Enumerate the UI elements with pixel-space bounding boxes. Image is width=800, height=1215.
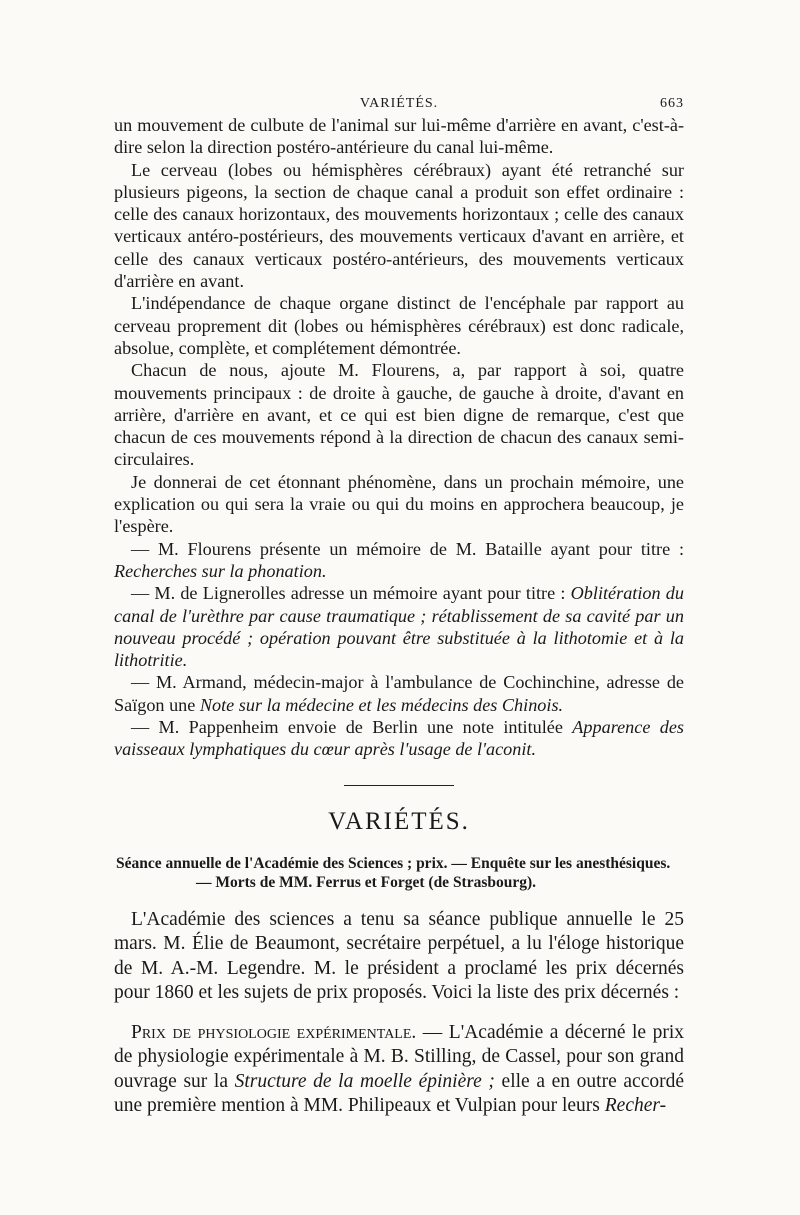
section-divider [344, 785, 454, 786]
communication-item [114, 716, 684, 761]
section-intro: L'Académie des sciences a tenu sa séance publique annuelle le 25 mars. M. Élie de Beaumont, secrétaire perpétuel, a lu l'éloge historique de M. A.-M. Legendre. M. le président a proclamé les prix décernés pour 1860 et les sujets de prix proposés. Voici la liste des prix décernés : [114, 908, 684, 1004]
item-lead: — M. Pappenheim envoie de Berlin une note intitulée [131, 717, 563, 738]
prize-work-title: Structure de la moelle épinière ; [234, 1070, 495, 1092]
item-lead: — M. de Lignerolles adresse un mémoire ayant pour titre : [131, 583, 566, 604]
paragraph: Je donnerai de cet étonnant phénomène, dans un prochain mémoire, une explication ou qui sera la vraie ou qui du moins en approchera beaucoup, je l'espère. [114, 471, 684, 537]
prize-paragraph [114, 1021, 684, 1119]
communication-item [114, 582, 684, 671]
journal-page [114, 92, 684, 1119]
running-title: VARIÉTÉS. [359, 96, 439, 111]
paragraph: Le cerveau (lobes ou hémisphères cérébraux) ayant été retranché sur plusieurs pigeons, la section de chaque canal a produit son effet ordinaire : celle des canaux horizontaux, des mouvements horizontaux ; celle des canaux verticaux antéro-postérieurs, des mouvements verticaux d'avant en arrière, et celle des canaux verticaux postéro-antérieurs, des mouvements verticaux d'arrière en avant. [114, 159, 684, 292]
page-number: 663 [660, 96, 684, 111]
section-title: VARIÉTÉS. [328, 807, 470, 835]
item-title: Oblitération du canal de l'urèthre par cause traumatique ; rétablissement de sa cavité par un nouveau procédé ; opération pouvant être substituée à la lithotomie et à la lithotritie. [114, 583, 684, 671]
running-header [114, 92, 684, 114]
item-title: Apparence des vaisseaux lymphatiques du cœur après l'usage de l'aconit. [114, 717, 685, 760]
item-lead: — M. Armand, médecin-major à l'ambulance de Cochinchine, adresse de Saïgon une [114, 672, 684, 715]
paragraph: un mouvement de culbute de l'animal sur lui-même d'arrière en avant, c'est-à-dire selon la direction postéro-antérieure du canal lui-même. [114, 115, 684, 158]
communication-item [114, 671, 684, 716]
section-subtitle: Séance annuelle de l'Académie des Sciences ; prix. — Enquête sur les anesthésiques. — Morts de MM. Ferrus et Forget (de Strasbourg). [116, 854, 671, 891]
paragraph: L'indépendance de chaque organe distinct de l'encéphale par rapport au cerveau proprement dit (lobes ou hémisphères cérébraux) est donc radicale, absolue, complète, et complétement démontrée. [114, 293, 684, 358]
item-title: Note sur la médecine et les médecins des Chinois. [199, 694, 564, 715]
prize-text: — L'Académie a décerné le prix de physiologie expérimentale à M. B. Stilling, de Cassel, pour son grand ouvrage sur la [114, 1021, 684, 1092]
paragraph: Chacun de nous, ajoute M. Flourens, a, par rapport à soi, quatre mouvements principaux : de droite à gauche, de gauche à droite, d'avant en arrière, d'arrière en avant, et ce qui est bien digne de remarque, c'est que chacun de ces mouvements répond à la direction de chacun des canaux semi-circulaires. [114, 360, 684, 470]
prize-heading: Prix de physiologie expérimentale. [131, 1021, 417, 1043]
item-title: Recherches sur la phonation. [114, 560, 327, 581]
prize-work-title: Recher- [604, 1095, 667, 1117]
prize-text: elle a en outre accordé une première mention à MM. Philipeaux et Vulpian pour leurs [114, 1070, 684, 1117]
communication-item [114, 538, 684, 583]
item-lead: — M. Flourens présente un mémoire de M. Bataille ayant pour titre : [131, 538, 684, 559]
